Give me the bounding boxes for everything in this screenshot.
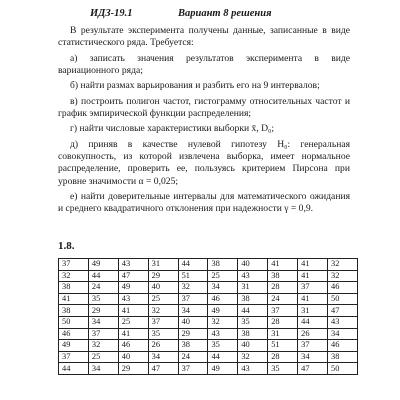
table-cell: 47 [118, 270, 148, 282]
table-cell: 47 [148, 363, 178, 375]
table-cell: 32 [88, 340, 118, 352]
table-cell: 38 [238, 328, 268, 340]
table-cell: 29 [178, 328, 208, 340]
data-table [58, 258, 358, 375]
table-cell: 47 [328, 305, 358, 317]
table-cell: 34 [148, 351, 178, 363]
table-cell: 38 [268, 270, 298, 282]
table-cell: 46 [118, 340, 148, 352]
table-row [59, 305, 358, 317]
table-cell: 25 [208, 270, 238, 282]
table-cell: 44 [88, 270, 118, 282]
table-cell: 29 [118, 363, 148, 375]
table-cell: 31 [298, 305, 328, 317]
table-cell: 28 [268, 282, 298, 294]
table-cell: 40 [148, 282, 178, 294]
table-cell: 38 [328, 351, 358, 363]
table-cell: 34 [208, 282, 238, 294]
table-cell: 46 [328, 282, 358, 294]
table-row [59, 282, 358, 294]
table-cell: 49 [59, 340, 89, 352]
table-cell: 37 [148, 316, 178, 328]
table-cell: 41 [59, 293, 89, 305]
table-cell: 50 [328, 293, 358, 305]
table-row [59, 259, 358, 271]
table-cell: 43 [118, 259, 148, 271]
table-cell: 41 [118, 305, 148, 317]
table-cell: 51 [268, 340, 298, 352]
table-cell: 41 [118, 328, 148, 340]
table-cell: 44 [298, 316, 328, 328]
table-cell: 38 [59, 305, 89, 317]
table-cell: 26 [148, 340, 178, 352]
table-cell: 40 [238, 340, 268, 352]
table-cell: 37 [88, 328, 118, 340]
table-cell: 32 [328, 270, 358, 282]
table-cell: 25 [118, 316, 148, 328]
table-cell: 24 [178, 351, 208, 363]
table-row [59, 363, 358, 375]
table-cell: 25 [88, 351, 118, 363]
table-cell: 47 [298, 363, 328, 375]
table-cell: 35 [148, 328, 178, 340]
table-cell: 31 [238, 282, 268, 294]
table-cell: 41 [298, 259, 328, 271]
problem-number: 1.8. [58, 240, 75, 252]
table-cell: 32 [178, 282, 208, 294]
intro-paragraph: В результате эксперимента получены данные, записанные в виде статистического ряда. Требуется: [58, 25, 350, 49]
table-cell: 31 [148, 259, 178, 271]
table-cell: 43 [238, 270, 268, 282]
table-cell: 32 [59, 270, 89, 282]
table-cell: 44 [178, 259, 208, 271]
table-cell: 44 [59, 363, 89, 375]
table-cell: 34 [178, 305, 208, 317]
table-cell: 40 [178, 316, 208, 328]
table-cell: 40 [118, 351, 148, 363]
table-row [59, 270, 358, 282]
table-cell: 29 [148, 270, 178, 282]
table-cell: 37 [268, 305, 298, 317]
table-cell: 32 [208, 316, 238, 328]
table-cell: 28 [268, 316, 298, 328]
table-cell: 34 [88, 363, 118, 375]
task-e: д) приняв в качестве нулевой гипотезу H₀: генеральная совокупность, из которой извлечена выборка, имеет нормальное распределение, проверить ее, пользуясь критерием Пирсона при уровне значимости α = 0,025; [58, 138, 350, 187]
assignment-id: ИДЗ-19.1 [90, 8, 133, 19]
table-cell: 43 [238, 363, 268, 375]
table-cell: 43 [208, 328, 238, 340]
table-cell: 24 [88, 282, 118, 294]
table-cell: 35 [88, 293, 118, 305]
table-cell: 46 [328, 340, 358, 352]
table-cell: 50 [328, 363, 358, 375]
table-cell: 24 [268, 293, 298, 305]
table-cell: 37 [298, 340, 328, 352]
table-cell: 44 [238, 305, 268, 317]
table-cell: 49 [88, 259, 118, 271]
task-description [58, 25, 350, 219]
table-cell: 38 [238, 293, 268, 305]
table-row [59, 340, 358, 352]
task-c: в) построить полигон частот, гистограмму относительных частот и график эмпирической функции распределения; [58, 95, 350, 120]
table-cell: 43 [118, 293, 148, 305]
table-cell: 35 [238, 316, 268, 328]
variant-title: Вариант 8 решения [178, 8, 272, 19]
table-cell: 50 [59, 316, 89, 328]
table-cell: 44 [208, 351, 238, 363]
table-cell: 41 [268, 259, 298, 271]
table-cell: 37 [178, 363, 208, 375]
table-cell: 51 [178, 270, 208, 282]
table-cell: 35 [268, 363, 298, 375]
table-cell: 49 [208, 363, 238, 375]
table-cell: 29 [88, 305, 118, 317]
table-cell: 37 [178, 293, 208, 305]
table-row [59, 316, 358, 328]
task-a: а) записать значения результатов эксперимента в виде вариационного ряда; [58, 52, 350, 77]
table-cell: 34 [298, 351, 328, 363]
table-cell: 31 [268, 328, 298, 340]
table-cell: 49 [118, 282, 148, 294]
table-cell: 28 [268, 351, 298, 363]
table-cell: 49 [208, 305, 238, 317]
table-cell: 37 [298, 282, 328, 294]
table-cell: 40 [238, 259, 268, 271]
table-cell: 46 [59, 328, 89, 340]
task-d: г) найти числовые характеристики выборки x̄, D₀; [70, 123, 275, 135]
table-cell: 37 [59, 351, 89, 363]
table-cell: 25 [148, 293, 178, 305]
table-cell: 46 [208, 293, 238, 305]
task-b: б) найти размах варьирования и разбить его на 9 интервалов; [70, 80, 320, 92]
table-cell: 41 [298, 270, 328, 282]
table-cell: 35 [208, 340, 238, 352]
table-cell: 37 [59, 259, 89, 271]
page-header [90, 8, 370, 22]
table-row [59, 351, 358, 363]
table-row [59, 328, 358, 340]
table-cell: 38 [208, 259, 238, 271]
table-cell: 38 [178, 340, 208, 352]
table-cell: 32 [328, 259, 358, 271]
table-cell: 32 [148, 305, 178, 317]
table-cell: 41 [298, 293, 328, 305]
table-cell: 32 [238, 351, 268, 363]
table-cell: 34 [88, 316, 118, 328]
table-row [59, 293, 358, 305]
table-cell: 43 [328, 316, 358, 328]
task-f: е) найти доверительные интервалы для математического ожидания и среднего квадратичного отклонения при надежности γ = 0,9. [58, 191, 350, 215]
table-cell: 26 [298, 328, 328, 340]
table-cell: 34 [328, 328, 358, 340]
table-cell: 38 [59, 282, 89, 294]
